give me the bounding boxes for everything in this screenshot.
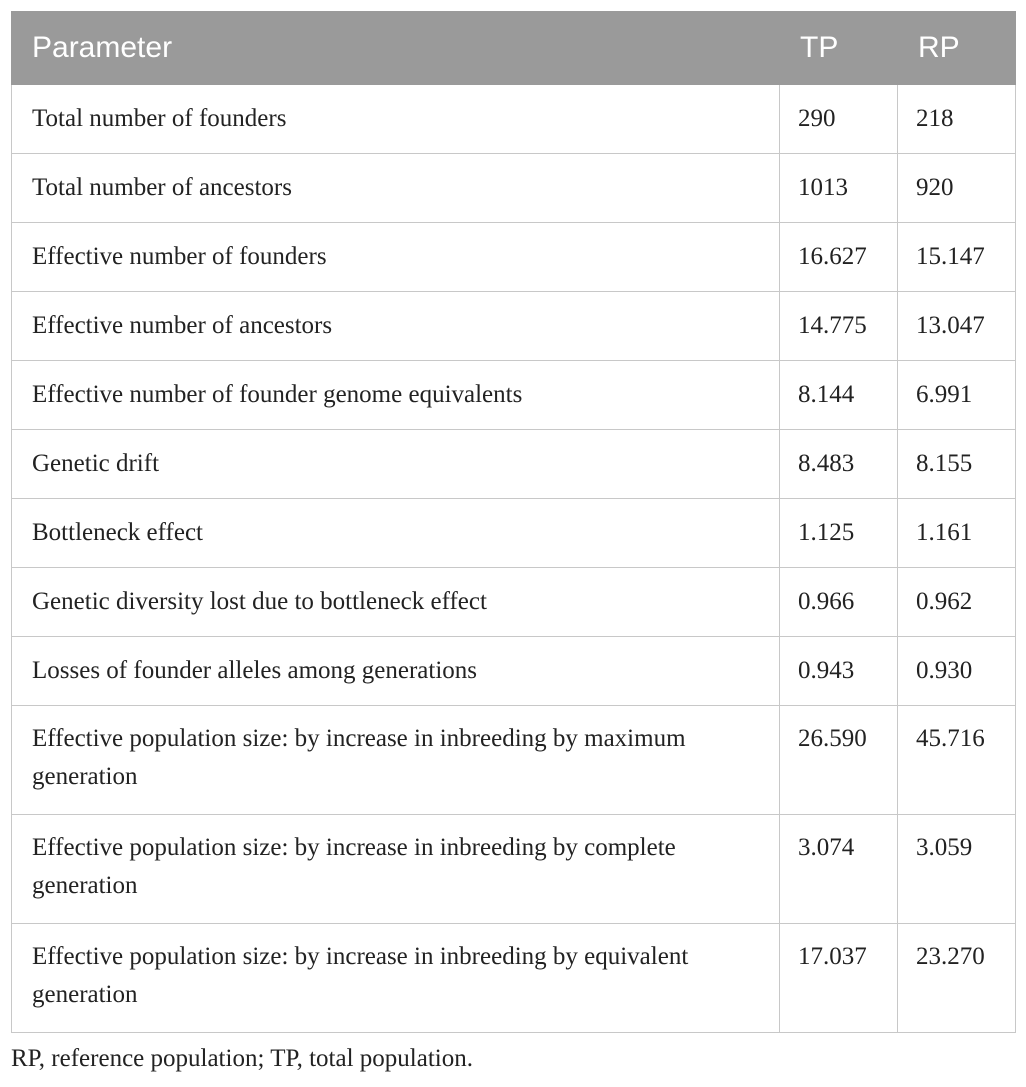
cell-rp: 6.991: [898, 361, 1016, 430]
cell-tp: 14.775: [780, 292, 898, 361]
table-row: [12, 85, 1016, 154]
cell-tp: 17.037: [780, 924, 898, 1033]
cell-parameter: Total number of ancestors: [12, 154, 780, 223]
cell-parameter: Effective number of ancestors: [12, 292, 780, 361]
table-row: [12, 292, 1016, 361]
table-row: [12, 499, 1016, 568]
cell-rp: 23.270: [898, 924, 1016, 1033]
table-row: [12, 568, 1016, 637]
table-row: [12, 223, 1016, 292]
cell-rp: 0.930: [898, 637, 1016, 706]
cell-tp: 0.966: [780, 568, 898, 637]
cell-tp: 16.627: [780, 223, 898, 292]
parameter-table: [11, 11, 1016, 1033]
cell-rp: 920: [898, 154, 1016, 223]
table-footnote: RP, reference population; TP, total population.: [11, 1045, 473, 1072]
cell-tp: 3.074: [780, 815, 898, 924]
table-header-row: [12, 12, 1016, 85]
table-row: [12, 815, 1016, 924]
cell-tp: 0.943: [780, 637, 898, 706]
cell-tp: 8.144: [780, 361, 898, 430]
table-row: [12, 706, 1016, 815]
header-tp: TP: [780, 12, 898, 85]
header-parameter: Parameter: [12, 12, 780, 85]
cell-rp: 1.161: [898, 499, 1016, 568]
cell-parameter: Losses of founder alleles among generations: [12, 637, 780, 706]
cell-rp: 0.962: [898, 568, 1016, 637]
cell-parameter: Effective number of founders: [12, 223, 780, 292]
cell-rp: 8.155: [898, 430, 1016, 499]
cell-tp: 290: [780, 85, 898, 154]
cell-tp: 1.125: [780, 499, 898, 568]
table-row: [12, 637, 1016, 706]
table-row: [12, 154, 1016, 223]
parameter-table-container: [11, 11, 1015, 1033]
cell-rp: 13.047: [898, 292, 1016, 361]
cell-parameter: Effective population size: by increase in inbreeding by equivalent generation: [12, 924, 780, 1033]
cell-parameter: Genetic diversity lost due to bottleneck effect: [12, 568, 780, 637]
cell-tp: 1013: [780, 154, 898, 223]
cell-parameter: Bottleneck effect: [12, 499, 780, 568]
cell-parameter: Effective population size: by increase in inbreeding by maximum generation: [12, 706, 780, 815]
cell-tp: 26.590: [780, 706, 898, 815]
table-row: [12, 430, 1016, 499]
cell-rp: 3.059: [898, 815, 1016, 924]
cell-parameter: Total number of founders: [12, 85, 780, 154]
table-row: [12, 924, 1016, 1033]
cell-rp: 15.147: [898, 223, 1016, 292]
cell-tp: 8.483: [780, 430, 898, 499]
header-rp: RP: [898, 12, 1016, 85]
cell-parameter: Genetic drift: [12, 430, 780, 499]
cell-rp: 218: [898, 85, 1016, 154]
cell-parameter: Effective number of founder genome equivalents: [12, 361, 780, 430]
table-row: [12, 361, 1016, 430]
cell-rp: 45.716: [898, 706, 1016, 815]
cell-parameter: Effective population size: by increase in inbreeding by complete generation: [12, 815, 780, 924]
